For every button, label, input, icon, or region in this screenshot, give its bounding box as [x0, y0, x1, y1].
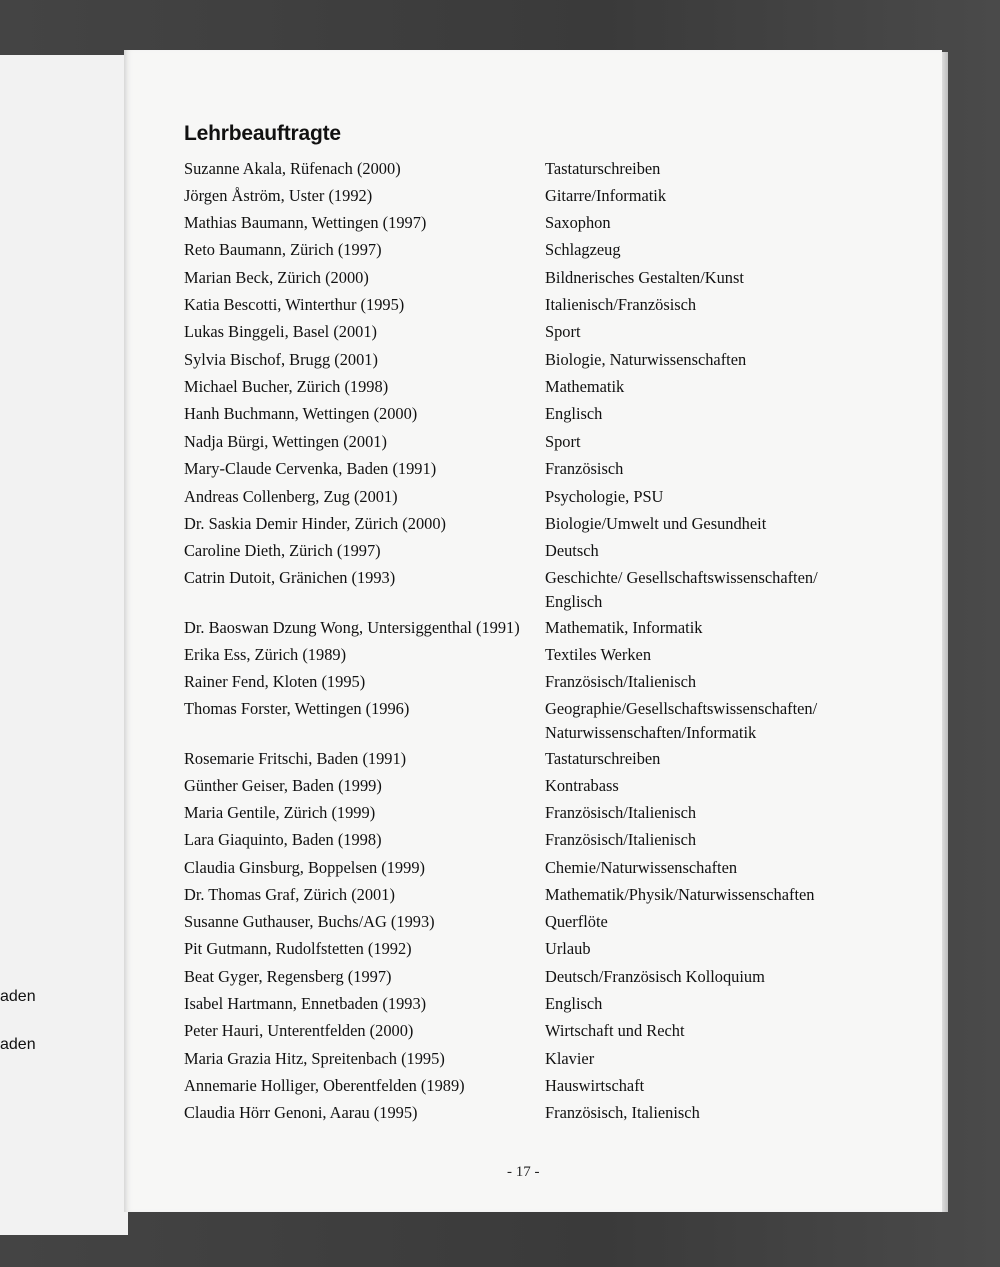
lecturer-name: Mary-Claude Cervenka, Baden (1991) [184, 459, 437, 478]
lecturer-subject: Englisch [545, 404, 603, 423]
lecturer-subject: Deutsch [545, 541, 599, 560]
lecturer-name: Annemarie Holliger, Oberentfelden (1989) [184, 1076, 465, 1095]
lecturer-name: Lukas Binggeli, Basel (2001) [184, 322, 378, 341]
lecturer-name: Hanh Buchmann, Wettingen (2000) [184, 404, 418, 423]
left-page-fragment: aden [0, 1036, 36, 1053]
lecturer-name: Claudia Ginsburg, Boppelsen (1999) [184, 858, 425, 877]
document-page [124, 50, 942, 1212]
lecturer-subject: Sport [545, 322, 581, 341]
lecturer-name: Andreas Collenberg, Zug (2001) [184, 487, 398, 506]
lecturer-subject: Kontrabass [545, 776, 619, 795]
lecturer-subject: Wirtschaft und Recht [545, 1021, 685, 1040]
lecturer-name: Mathias Baumann, Wettingen (1997) [184, 213, 427, 232]
lecturer-name: Maria Gentile, Zürich (1999) [184, 803, 376, 822]
lecturer-subject: Mathematik, Informatik [545, 618, 703, 637]
lecturer-subject: Tastaturschreiben [545, 159, 661, 178]
lecturer-subject: Querflöte [545, 912, 608, 931]
lecturer-subject: Klavier [545, 1049, 595, 1068]
lecturer-subject: Tastaturschreiben [545, 749, 661, 768]
lecturer-name: Catrin Dutoit, Gränichen (1993) [184, 568, 396, 587]
lecturer-subject: Französisch/Italienisch [545, 803, 697, 822]
lecturer-subject: Französisch, Italienisch [545, 1103, 700, 1122]
lecturer-subject: Mathematik/Physik/Naturwissenschaften [545, 885, 815, 904]
lecturer-subject: Geschichte/ Gesellschaftswissenschaften/ Englisch [545, 568, 818, 611]
lecturer-name: Pit Gutmann, Rudolfstetten (1992) [184, 939, 412, 958]
lecturer-name: Nadja Bürgi, Wettingen (2001) [184, 432, 387, 451]
lecturer-name: Claudia Hörr Genoni, Aarau (1995) [184, 1103, 418, 1122]
lecturer-name: Jörgen Åström, Uster (1992) [184, 186, 373, 205]
lecturer-subject: Mathematik [545, 377, 625, 396]
lecturer-name: Peter Hauri, Unterentfelden (2000) [184, 1021, 414, 1040]
lecturer-name: Rainer Fend, Kloten (1995) [184, 672, 366, 691]
lecturer-name: Lara Giaquinto, Baden (1998) [184, 830, 382, 849]
lecturer-name: Rosemarie Fritschi, Baden (1991) [184, 749, 407, 768]
lecturer-subject: Chemie/Naturwissenschaften [545, 858, 738, 877]
lecturer-subject: Urlaub [545, 939, 591, 958]
lecturer-name: Maria Grazia Hitz, Spreitenbach (1995) [184, 1049, 445, 1068]
lecturer-subject: Geographie/Gesellschaftswissenschaften/ Naturwissenschaften/Informatik [545, 699, 818, 742]
lecturer-subject: Sport [545, 432, 581, 451]
lecturer-name: Suzanne Akala, Rüfenach (2000) [184, 159, 401, 178]
lecturer-name: Erika Ess, Zürich (1989) [184, 645, 347, 664]
lecturer-name: Reto Baumann, Zürich (1997) [184, 240, 382, 259]
lecturer-name: Dr. Thomas Graf, Zürich (2001) [184, 885, 395, 904]
page-number: - 17 - [507, 1164, 540, 1180]
lecturer-name: Sylvia Bischof, Brugg (2001) [184, 350, 378, 369]
lecturer-name: Marian Beck, Zürich (2000) [184, 268, 369, 287]
lecturer-name: Isabel Hartmann, Ennetbaden (1993) [184, 994, 427, 1013]
lecturer-subject: Französisch/Italienisch [545, 672, 697, 691]
lecturer-subject: Gitarre/Informatik [545, 186, 667, 205]
lecturer-subject: Hauswirtschaft [545, 1076, 645, 1095]
lecturer-name: Susanne Guthauser, Buchs/AG (1993) [184, 912, 435, 931]
left-page-fragment: aden [0, 988, 36, 1005]
lecturer-subject: Saxophon [545, 213, 611, 232]
lecturer-subject: Textiles Werken [545, 645, 652, 664]
lecturer-subject: Deutsch/Französisch Kolloquium [545, 967, 765, 986]
lecturer-subject: Bildnerisches Gestalten/Kunst [545, 268, 744, 287]
lecturer-subject: Schlagzeug [545, 240, 621, 259]
lecturer-subject: Psychologie, PSU [545, 487, 664, 506]
lecturer-name: Dr. Saskia Demir Hinder, Zürich (2000) [184, 514, 446, 533]
lecturer-name: Thomas Forster, Wettingen (1996) [184, 699, 410, 718]
lecturer-subject: Italienisch/Französisch [545, 295, 697, 314]
section-heading: Lehrbeauftragte [184, 122, 341, 145]
lecturer-name: Michael Bucher, Zürich (1998) [184, 377, 389, 396]
lecturer-name: Dr. Baoswan Dzung Wong, Untersiggenthal (1991) [184, 618, 520, 637]
lecturer-subject: Französisch/Italienisch [545, 830, 697, 849]
lecturer-name: Caroline Dieth, Zürich (1997) [184, 541, 381, 560]
lecturer-name: Beat Gyger, Regensberg (1997) [184, 967, 392, 986]
lecturer-subject: Englisch [545, 994, 603, 1013]
left-page-edge [0, 55, 128, 1235]
lecturer-subject: Französisch [545, 459, 624, 478]
lecturer-name: Günther Geiser, Baden (1999) [184, 776, 382, 795]
lecturer-subject: Biologie/Umwelt und Gesundheit [545, 514, 767, 533]
lecturer-subject: Biologie, Naturwissenschaften [545, 350, 747, 369]
lecturer-name: Katia Bescotti, Winterthur (1995) [184, 295, 405, 314]
